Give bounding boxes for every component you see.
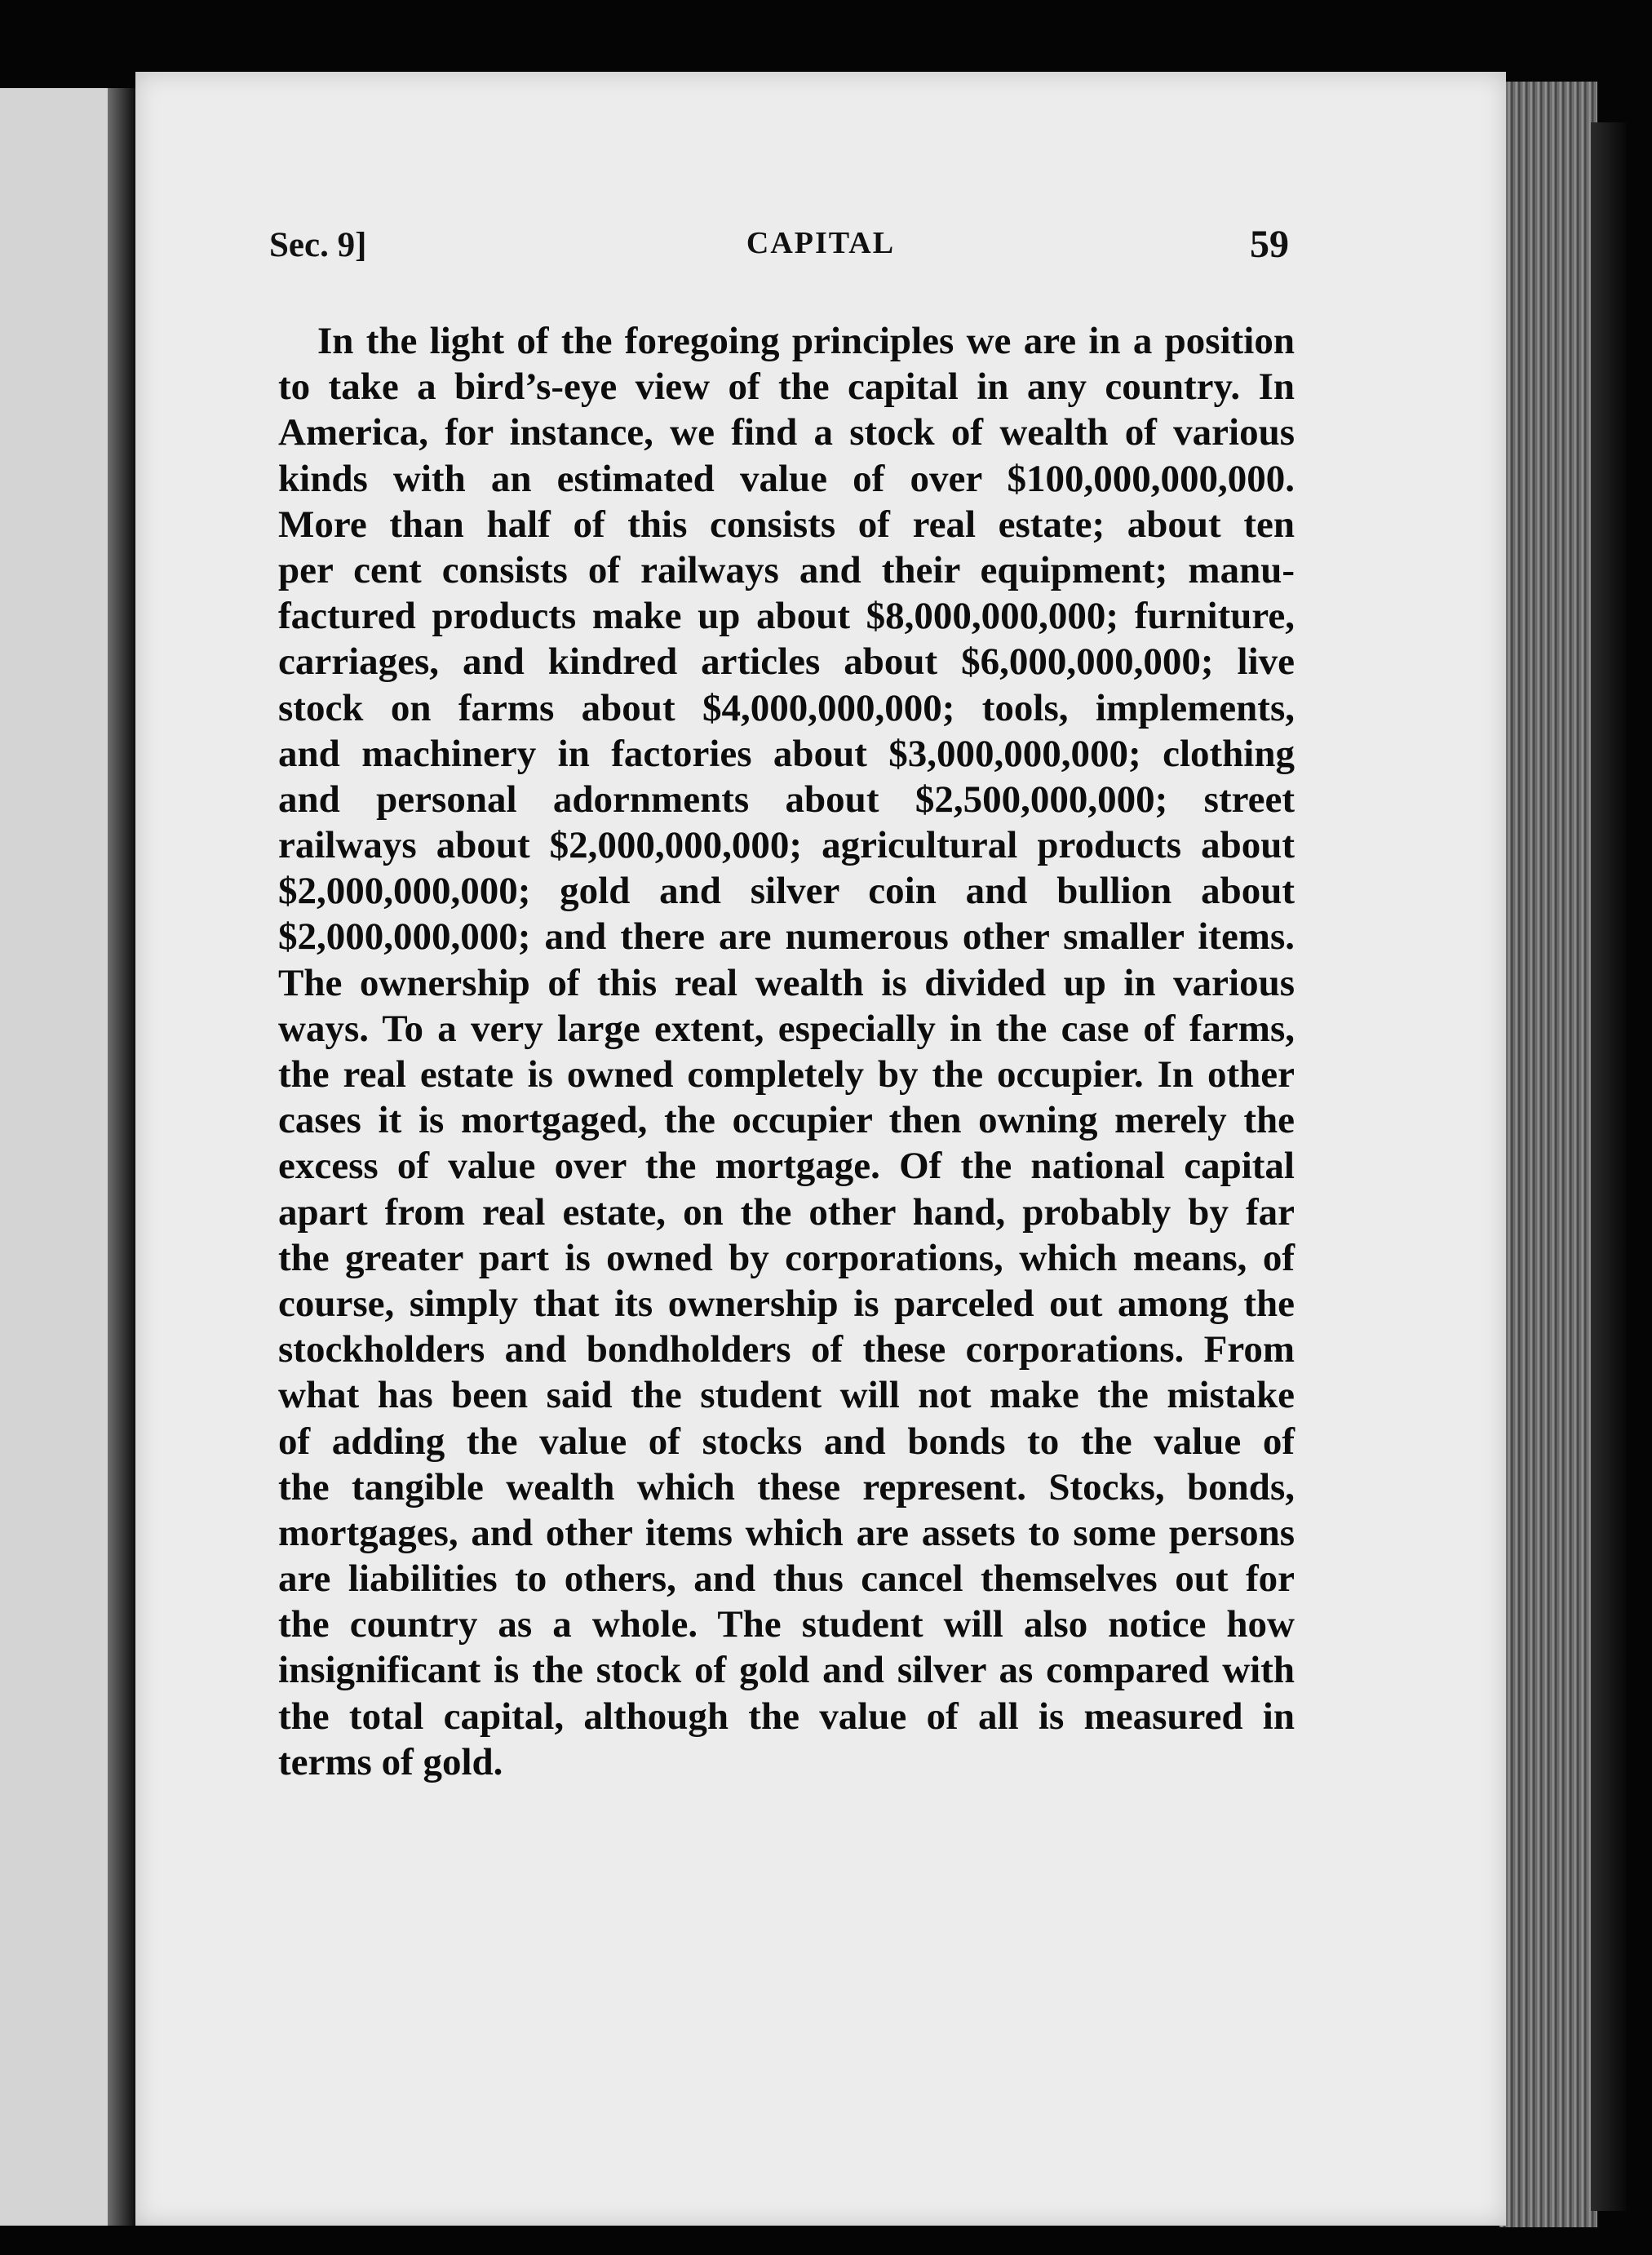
text-line: of adding the value of stocks and bonds to the value of	[278, 1420, 1295, 1463]
text-line: In the light of the foregoing principles we are in a position	[317, 320, 1295, 362]
text-line: America, for instance, we find a stock of wealth of various	[278, 411, 1295, 454]
text-line: stock on farms about $4,000,000,000; tools, implements,	[278, 686, 1295, 729]
text-line: kinds with an estimated value of over $100,000,000,000.	[278, 457, 1295, 500]
chapter-title: CAPITAL	[746, 226, 896, 260]
text-line: per cent consists of railways and their equipment; manu-	[278, 548, 1295, 591]
text-line: the real estate is owned completely by the occupier. In other	[278, 1053, 1295, 1096]
body-paragraph	[278, 318, 1295, 1785]
text-line: what has been said the student will not make the mistake	[278, 1374, 1295, 1417]
text-line: the total capital, although the value of all is measured in	[278, 1695, 1295, 1738]
text-line: factured products make up about $8,000,000,000; furniture,	[278, 595, 1295, 638]
text-line: and personal adornments about $2,500,000,000; street	[278, 778, 1295, 821]
text-line: carriages, and kindred articles about $6,000,000,000; live	[278, 640, 1295, 684]
book-cover-edge	[1591, 122, 1627, 2211]
text-line: excess of value over the mortgage. Of the national capital	[278, 1145, 1295, 1188]
text-line: $2,000,000,000; and there are numerous other smaller items.	[278, 915, 1295, 959]
page-stack-edge	[1499, 82, 1597, 2227]
text-line: $2,000,000,000; gold and silver coin and bullion about	[278, 870, 1295, 913]
text-line: cases it is mortgaged, the occupier then owning merely the	[278, 1099, 1295, 1142]
text-line: to take a bird’s-eye view of the capital in any country. In	[278, 365, 1295, 409]
text-line: the tangible wealth which these represent. Stocks, bonds,	[278, 1465, 1295, 1509]
text-line: the greater part is owned by corporations, which means, of	[278, 1236, 1295, 1279]
section-marker: Sec. 9]	[269, 226, 367, 264]
text-line: The ownership of this real wealth is divided up in various	[278, 961, 1295, 1004]
text-line: insignificant is the stock of gold and silver as compared with	[278, 1649, 1295, 1692]
book-gutter	[108, 88, 135, 2226]
text-line: are liabilities to others, and thus cancel themselves out for	[278, 1557, 1295, 1601]
text-line: course, simply that its ownership is parceled out among the	[278, 1282, 1295, 1325]
text-line: railways about $2,000,000,000; agricultural products about	[278, 824, 1295, 867]
text-line: More than half of this consists of real estate; about ten	[278, 503, 1295, 546]
text-line: mortgages, and other items which are assets to some persons	[278, 1511, 1295, 1554]
text-line: apart from real estate, on the other hand, probably by far	[278, 1190, 1295, 1234]
text-line: the country as a whole. The student will also notice how	[278, 1603, 1295, 1646]
text-line: ways. To a very large extent, especially in the case of farms,	[278, 1007, 1295, 1050]
text-line: terms of gold.	[278, 1740, 503, 1783]
page-number: 59	[1250, 223, 1289, 266]
book-page	[135, 72, 1506, 2226]
left-page-edge	[0, 88, 117, 2226]
text-line: stockholders and bondholders of these corporations. From	[278, 1328, 1295, 1371]
text-line: and machinery in factories about $3,000,000,000; clothing	[278, 732, 1295, 775]
